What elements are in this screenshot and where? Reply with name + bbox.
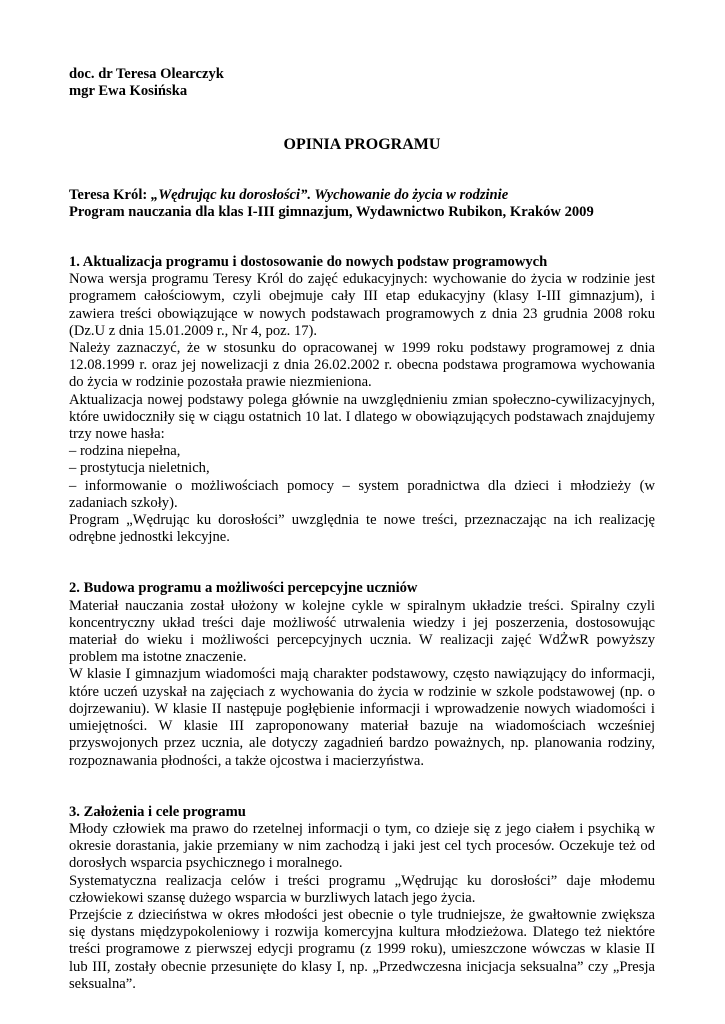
paragraph: Aktualizacja nowej podstawy polega głównie na uwzględnieniu zmian społeczno-cywilizacyjnych, które uwidoczniły się w ciągu ostatnich 10 lat. I dlatego w obowiązujących podstawach znajdujemy trzy nowe hasła: — [69, 391, 655, 443]
section-heading: 3. Założenia i cele programu — [69, 803, 246, 820]
author-line: doc. dr Teresa Olearczyk — [69, 66, 224, 82]
paragraph: Nowa wersja programu Teresy Król do zajęć edukacyjnych: wychowanie do życia w rodzinie jest programem całościowym, czyli obejmuje cały III etap edukacyjny (klasy I-III gimnazjum), i zawiera treści obowiązujące w nowych podstawach programowych z dnia 23 grudnia 2008 roku (Dz.U z dnia 15.01.2009 r., Nr 4, poz. 17). — [69, 271, 655, 339]
paragraph: Materiał nauczania został ułożony w kolejne cykle w spiralnym układzie treści. Spiralny czyli koncentryczny układ treści daje możliwość utrwalenia wiedzy i jej poszerzenia, dostosowując materiał do wieku i możliwości percepcyjnych ucznia. W realizacji zajęć WdŻwR powyższy problem ma istotne znaczenie. — [69, 597, 655, 666]
paragraph: Należy zaznaczyć, że w stosunku do opracowanej w 1999 roku podstawy programowej z dnia 12.08.1999 r. oraz jej nowelizacji z dnia 26.02.2002 r. obecna podstawa programowa wychowania do życia w rodzinie pozostała prawie niezmieniona. — [69, 340, 655, 391]
document-page — [69, 66, 655, 993]
list-item: – rodzina niepełna, — [69, 443, 181, 460]
paragraph: Młody człowiek ma prawo do rzetelnej informacji o tym, co dzieje się z jego ciałem i psychiką w okresie dorastania, jakie przemiany w nim zachodzą i jaki jest cel tych procesów. Oczekuje też od dorosłych wsparcia psychicznego i moralnego. — [69, 820, 655, 872]
subtitle-author: Teresa Król: — [69, 186, 151, 203]
paragraph: Systematyczna realizacja celów i treści programu „Wędrując ku dorosłości” daje młodemu człowiekowi szansę dużego wsparcia w burzliwych latach jego życia. — [69, 872, 655, 906]
subtitle-italic-title: „Wędrując ku dorosłości”. Wychowanie do życia w rodzinie — [150, 186, 509, 203]
paragraph: Program „Wędrując ku dorosłości” uwzględnia te nowe treści, przeznaczając na ich realizację odrębne jednostki lekcyjne. — [69, 512, 655, 546]
document-title: OPINIA PROGRAMU — [283, 136, 441, 154]
paragraph: W klasie I gimnazjum wiadomości mają charakter podstawowy, często nawiązujący do informacji, które uczeń uzyskał na zajęciach z wychowania do życia w rodzinie w szkole podstawowej (np. o dojrzewaniu). W klasie II następuje pogłębienie informacji i wprowadzenie nowych wiadomości i umiejętności. W klasie III zaproponowany materiał bazuje na wiadomościach wcześniej przyswojonych przez ucznia, ale dotyczy zagadnień bardzo poważnych, np. planowania rodziny, rozpoznawania płodności, a także ojcostwa i macierzyństwa. — [69, 666, 655, 769]
subtitle-line-1 — [69, 187, 655, 204]
list-item: – prostytucja nieletnich, — [69, 460, 210, 477]
section-heading: 1. Aktualizacja programu i dostosowanie do nowych podstaw programowych — [69, 254, 548, 271]
subtitle-line-2: Program nauczania dla klas I-III gimnazjum, Wydawnictwo Rubikon, Kraków 2009 — [69, 203, 594, 220]
author-line: mgr Ewa Kosińska — [69, 83, 188, 100]
section-heading: 2. Budowa programu a możliwości percepcyjne uczniów — [69, 580, 418, 597]
list-item: – informowanie o możliwościach pomocy – system poradnictwa dla dzieci i młodzieży (w zadaniach szkoły). — [69, 477, 655, 511]
paragraph: Przejście z dzieciństwa w okres młodości jest obecnie o tyle trudniejsze, że gwałtownie zwiększa się dystans międzypokoleniowy i rozwija komercyjna kultura młodzieżowa. Dlatego też niektóre treści programowe z pierwszej edycji programu (z 1999 roku), umieszczone wówczas w klasie II lub III, zostały obecnie przesunięte do klasy I, np. „Przedwczesna inicjacja seksualna” czy „Presja seksualna”. — [69, 906, 655, 992]
